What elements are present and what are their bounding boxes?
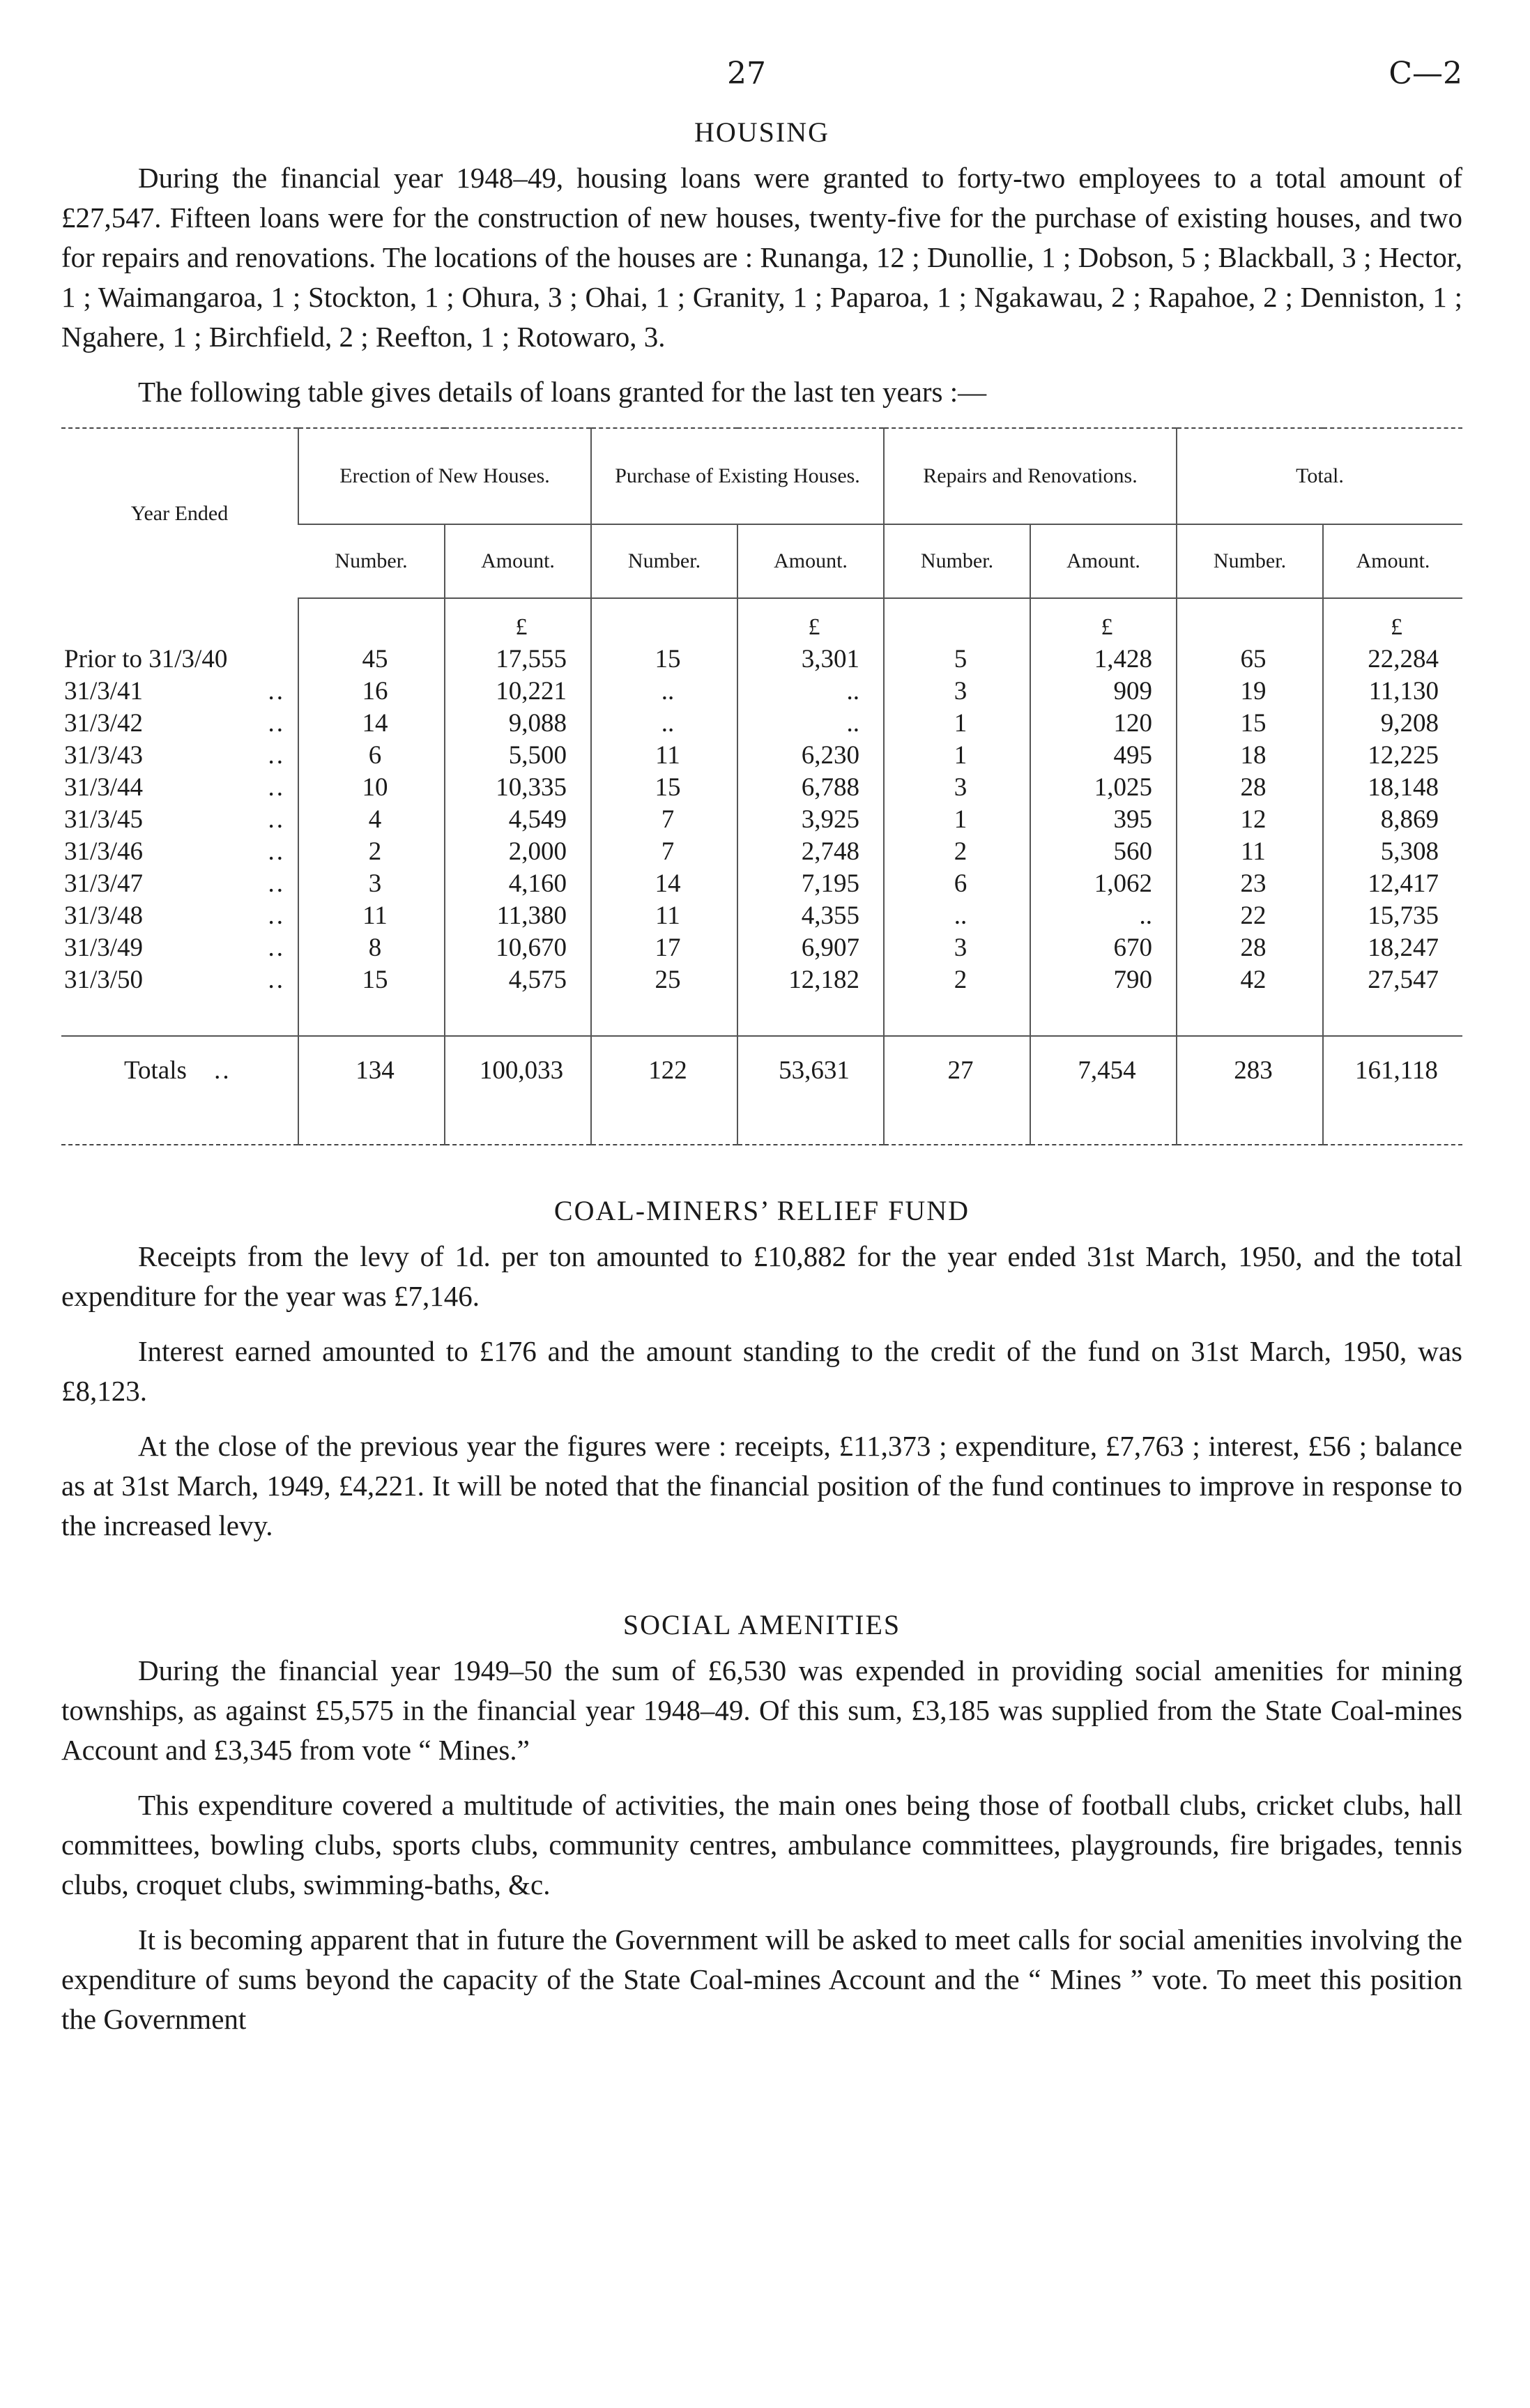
number-cell: 7: [591, 836, 737, 868]
totals-label: [61, 1036, 298, 1105]
amount-cell: 12,225: [1323, 740, 1462, 772]
number-cell: 18: [1177, 740, 1323, 772]
social-amenities-heading: SOCIAL AMENITIES: [622, 1609, 901, 1640]
number-cell: 28: [1177, 932, 1323, 964]
year-label: 31/3/45: [64, 805, 144, 834]
year-label: 31/3/44: [64, 773, 144, 802]
amount-cell: 560: [1030, 836, 1177, 868]
leader-dots: ..: [214, 1056, 231, 1085]
table-row: [61, 643, 1462, 676]
number-cell: ..: [591, 708, 737, 740]
number-cell: 42: [1177, 964, 1323, 996]
number-cell: 12: [1177, 804, 1323, 836]
number-cell: 3: [298, 868, 445, 900]
number-cell: 22: [1177, 900, 1323, 932]
housing-paragraph-2: The following table gives details of loans granted for the last ten years :—: [138, 376, 987, 408]
amount-cell: 395: [1030, 804, 1177, 836]
year-cell: [61, 868, 298, 900]
amount-cell: 5,500: [445, 740, 591, 772]
number-cell: 2: [884, 964, 1030, 996]
number-cell: 1: [884, 804, 1030, 836]
relief-paragraph-1: Receipts from the levy of 1d. per ton amounted to £10,882 for the year ended 31st March, 1950, and the total expenditure for the year was £7,146.: [61, 1240, 1462, 1312]
number-cell: ..: [884, 900, 1030, 932]
amount-cell: 2,000: [445, 836, 591, 868]
year-label: Prior to 31/3/40: [64, 645, 228, 673]
amount-cell: ..: [1030, 900, 1177, 932]
page-number: 27: [727, 56, 766, 91]
group-header-erection: Erection of New Houses.: [298, 428, 591, 524]
amount-cell: 6,788: [737, 772, 884, 804]
amount-cell: 22,284: [1323, 643, 1462, 676]
pound-sign: £: [1030, 598, 1177, 643]
year-cell: [61, 676, 298, 708]
column-header-amount: Amount.: [737, 524, 884, 598]
amount-cell: 12,417: [1323, 868, 1462, 900]
amount-cell: 120: [1030, 708, 1177, 740]
number-cell: 3: [884, 932, 1030, 964]
number-cell: 19: [1177, 676, 1323, 708]
table-row: [61, 740, 1462, 772]
table-row: [61, 772, 1462, 804]
amount-cell: 2,748: [737, 836, 884, 868]
year-cell: [61, 772, 298, 804]
table-row: [61, 804, 1462, 836]
amount-cell: 11,380: [445, 900, 591, 932]
number-cell: 2: [884, 836, 1030, 868]
number-cell: 25: [591, 964, 737, 996]
column-header-number: Number.: [1177, 524, 1323, 598]
amount-cell: 10,335: [445, 772, 591, 804]
year-label: 31/3/49: [64, 934, 144, 962]
number-cell: 7: [591, 804, 737, 836]
amount-cell: 1,428: [1030, 643, 1177, 676]
number-cell: 11: [1177, 836, 1323, 868]
amount-cell: 10,670: [445, 932, 591, 964]
number-cell: 11: [591, 900, 737, 932]
total-cell: 100,033: [445, 1036, 591, 1105]
relief-fund-heading: COAL-MINERS’ RELIEF FUND: [553, 1195, 970, 1226]
year-label: 31/3/50: [64, 966, 144, 994]
total-cell: 7,454: [1030, 1036, 1177, 1105]
amount-cell: 8,869: [1323, 804, 1462, 836]
amount-cell: 4,575: [445, 964, 591, 996]
housing-heading: HOUSING: [694, 116, 829, 148]
column-header-amount: Amount.: [445, 524, 591, 598]
table-row: [61, 868, 1462, 900]
number-cell: 65: [1177, 643, 1323, 676]
amount-cell: 12,182: [737, 964, 884, 996]
number-cell: 15: [1177, 708, 1323, 740]
group-header-purchase: Purchase of Existing Houses.: [591, 428, 884, 524]
column-header-amount: Amount.: [1030, 524, 1177, 598]
housing-loans-table: [61, 427, 1462, 1145]
relief-paragraph-2: Interest earned amounted to £176 and the amount standing to the credit of the fund on 31st March, 1950, was £8,123.: [61, 1335, 1462, 1407]
total-cell: 122: [591, 1036, 737, 1105]
number-cell: 1: [884, 708, 1030, 740]
totals-label-text: Totals: [124, 1056, 187, 1085]
year-cell: [61, 643, 298, 676]
social-paragraph-2: This expenditure covered a multitude of activities, the main ones being those of football clubs, cricket clubs, hall committees, bowling clubs, sports clubs, community centres, ambulance committees, playgrounds, fire brigades, tennis clubs, croquet clubs, swimming-baths, &c.: [61, 1789, 1462, 1900]
number-cell: 6: [884, 868, 1030, 900]
number-cell: 2: [298, 836, 445, 868]
amount-cell: 18,247: [1323, 932, 1462, 964]
amount-cell: 27,547: [1323, 964, 1462, 996]
table-row: [61, 964, 1462, 996]
year-cell: [61, 964, 298, 996]
number-cell: 11: [298, 900, 445, 932]
table-row: [61, 836, 1462, 868]
year-label: 31/3/48: [64, 901, 144, 930]
pound-sign: £: [1323, 598, 1462, 643]
amount-cell: 17,555: [445, 643, 591, 676]
amount-cell: 5,308: [1323, 836, 1462, 868]
leader-dots: ..: [268, 677, 285, 706]
number-cell: 15: [298, 964, 445, 996]
leader-dots: ..: [268, 741, 285, 770]
amount-cell: 11,130: [1323, 676, 1462, 708]
number-cell: 6: [298, 740, 445, 772]
amount-cell: 1,062: [1030, 868, 1177, 900]
number-cell: 23: [1177, 868, 1323, 900]
number-cell: 8: [298, 932, 445, 964]
number-cell: ..: [591, 676, 737, 708]
total-cell: 134: [298, 1036, 445, 1105]
number-cell: 10: [298, 772, 445, 804]
amount-cell: 670: [1030, 932, 1177, 964]
number-cell: 11: [591, 740, 737, 772]
amount-cell: ..: [737, 708, 884, 740]
housing-paragraph-1: During the financial year 1948–49, housing loans were granted to forty-two employees to a total amount of £27,547. Fifteen loans were for the construction of new houses, twenty-five for the purchase of existing houses, and two for repairs and renovations. The locations of the houses are : Runanga, 12 ; Dunollie, 1 ; Dobson, 5 ; Blackball, 3 ; Hector, 1 ; Waimangaroa, 1 ; Stockton, 1 ; Ohura, 3 ; Ohai, 1 ; Granity, 1 ; Paparoa, 1 ; Ngakawau, 2 ; Rapahoe, 2 ; Denniston, 1 ; Ngahere, 1 ; Birchfield, 2 ; Reefton, 1 ; Rotowaro, 3.: [61, 162, 1462, 353]
table-row: [61, 708, 1462, 740]
year-cell: [61, 708, 298, 740]
number-cell: 14: [591, 868, 737, 900]
amount-cell: 18,148: [1323, 772, 1462, 804]
column-header-number: Number.: [298, 524, 445, 598]
table-row: [61, 932, 1462, 964]
amount-cell: ..: [737, 676, 884, 708]
social-paragraph-3: It is becoming apparent that in future the Government will be asked to meet calls for social amenities involving the expenditure of sums beyond the capacity of the State Coal-mines Account and the “ Mines ” vote. To meet this position the Government: [61, 1923, 1462, 2035]
amount-cell: 3,301: [737, 643, 884, 676]
column-header-number: Number.: [884, 524, 1030, 598]
amount-cell: 15,735: [1323, 900, 1462, 932]
amount-cell: 3,925: [737, 804, 884, 836]
number-cell: 28: [1177, 772, 1323, 804]
social-paragraph-1: During the financial year 1949–50 the sum of £6,530 was expended in providing social amenities for mining townships, as against £5,575 in the financial year 1948–49. Of this sum, £3,185 was supplied from the State Coal-mines Account and £3,345 from vote “ Mines.”: [61, 1654, 1462, 1766]
total-cell: 27: [884, 1036, 1030, 1105]
amount-cell: 4,160: [445, 868, 591, 900]
page-header: [61, 56, 1462, 116]
year-cell: [61, 900, 298, 932]
total-cell: 53,631: [737, 1036, 884, 1105]
amount-cell: 10,221: [445, 676, 591, 708]
year-label: 31/3/46: [64, 837, 144, 866]
group-header-total: Total.: [1177, 428, 1462, 524]
amount-cell: 9,208: [1323, 708, 1462, 740]
number-cell: 5: [884, 643, 1030, 676]
currency-row: [61, 598, 1462, 643]
relief-paragraph-3: At the close of the previous year the figures were : receipts, £11,373 ; expenditure, £7,763 ; interest, £56 ; balance as at 31st March, 1949, £4,221. It will be noted that the financial position of the fund continues to improve in response to the increased levy.: [61, 1430, 1462, 1541]
year-cell: [61, 804, 298, 836]
number-cell: 15: [591, 643, 737, 676]
year-cell: [61, 836, 298, 868]
document-reference: C—2: [1389, 56, 1462, 91]
number-cell: 1: [884, 740, 1030, 772]
year-label: 31/3/41: [64, 677, 144, 706]
amount-cell: 495: [1030, 740, 1177, 772]
leader-dots: ..: [268, 966, 285, 994]
amount-cell: 4,355: [737, 900, 884, 932]
amount-cell: 9,088: [445, 708, 591, 740]
number-cell: 17: [591, 932, 737, 964]
amount-cell: 790: [1030, 964, 1177, 996]
number-cell: 3: [884, 676, 1030, 708]
table-row: [61, 900, 1462, 932]
amount-cell: 4,549: [445, 804, 591, 836]
leader-dots: ..: [268, 869, 285, 898]
amount-cell: 6,907: [737, 932, 884, 964]
number-cell: 45: [298, 643, 445, 676]
pound-sign: £: [445, 598, 591, 643]
number-cell: 4: [298, 804, 445, 836]
year-cell: [61, 740, 298, 772]
number-cell: 3: [884, 772, 1030, 804]
group-header-repairs: Repairs and Renovations.: [884, 428, 1177, 524]
number-cell: 14: [298, 708, 445, 740]
total-cell: 161,118: [1323, 1036, 1462, 1105]
leader-dots: ..: [268, 805, 285, 834]
year-cell: [61, 932, 298, 964]
leader-dots: ..: [268, 837, 285, 866]
amount-cell: 909: [1030, 676, 1177, 708]
year-ended-header: Year Ended: [130, 501, 229, 525]
column-header-amount: Amount.: [1323, 524, 1462, 598]
total-cell: 283: [1177, 1036, 1323, 1105]
year-label: 31/3/47: [64, 869, 144, 898]
year-label: 31/3/43: [64, 741, 144, 770]
leader-dots: ..: [268, 901, 285, 930]
amount-cell: 7,195: [737, 868, 884, 900]
leader-dots: ..: [268, 773, 285, 802]
amount-cell: 1,025: [1030, 772, 1177, 804]
page: [61, 56, 1462, 2039]
totals-row: [61, 1036, 1462, 1105]
year-label: 31/3/42: [64, 709, 144, 738]
number-cell: 16: [298, 676, 445, 708]
pound-sign: £: [737, 598, 884, 643]
table-row: [61, 676, 1462, 708]
leader-dots: ..: [268, 934, 285, 962]
column-header-number: Number.: [591, 524, 737, 598]
number-cell: 15: [591, 772, 737, 804]
leader-dots: ..: [268, 709, 285, 738]
amount-cell: 6,230: [737, 740, 884, 772]
